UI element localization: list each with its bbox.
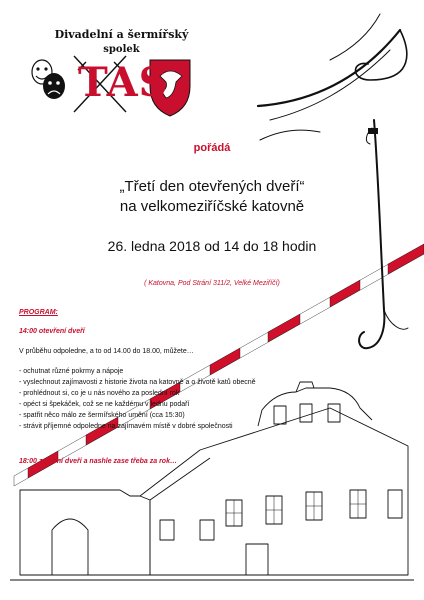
event-location: ( Katovna, Pod Strání 311/2, Velké Meziříčí) — [144, 280, 280, 287]
program-opening: 14:00 otevření dveří — [19, 328, 85, 335]
list-item: - opéct si špekáček, což se ne každému v lednu podaří — [19, 401, 190, 408]
event-subtitle: na velkomeziříčské katovně — [119, 198, 305, 215]
presents-label: pořádá — [193, 142, 231, 154]
program-closing: 18:00 zavření dveří a nashle zase třeba za rok… — [19, 458, 177, 465]
list-item: - ochutnat různé pokrmy a nápoje — [19, 368, 124, 375]
list-item: - prohlédnout si, co je u nás nového za poslední rok — [19, 390, 180, 397]
theatre-masks-icon — [32, 60, 65, 99]
program-heading: PROGRAM: — [19, 309, 58, 316]
list-item: - strávit příjemné odpoledne na zajímavém místě v dobré společnosti — [19, 423, 233, 430]
logo-title: Divadelní a šermířský — [54, 28, 189, 41]
logo-abbreviation: TAS — [78, 59, 169, 106]
list-item: - vyslechnout zajímavosti z historie života na katovně a o životě katů obecně — [19, 379, 256, 386]
building-illustration — [0, 380, 424, 600]
program-intro: V průběhu odpoledne, a to od 14.00 do 18.00, můžete… — [19, 348, 194, 355]
event-date: 26. ledna 2018 od 14 do 18 hodin — [107, 238, 317, 254]
list-item: - spatřit něco málo ze šermířského umění (cca 15:30) — [19, 412, 185, 419]
event-title: „Třetí den otevřených dveří“ — [119, 178, 305, 195]
logo-subtitle: spolek — [103, 44, 140, 55]
